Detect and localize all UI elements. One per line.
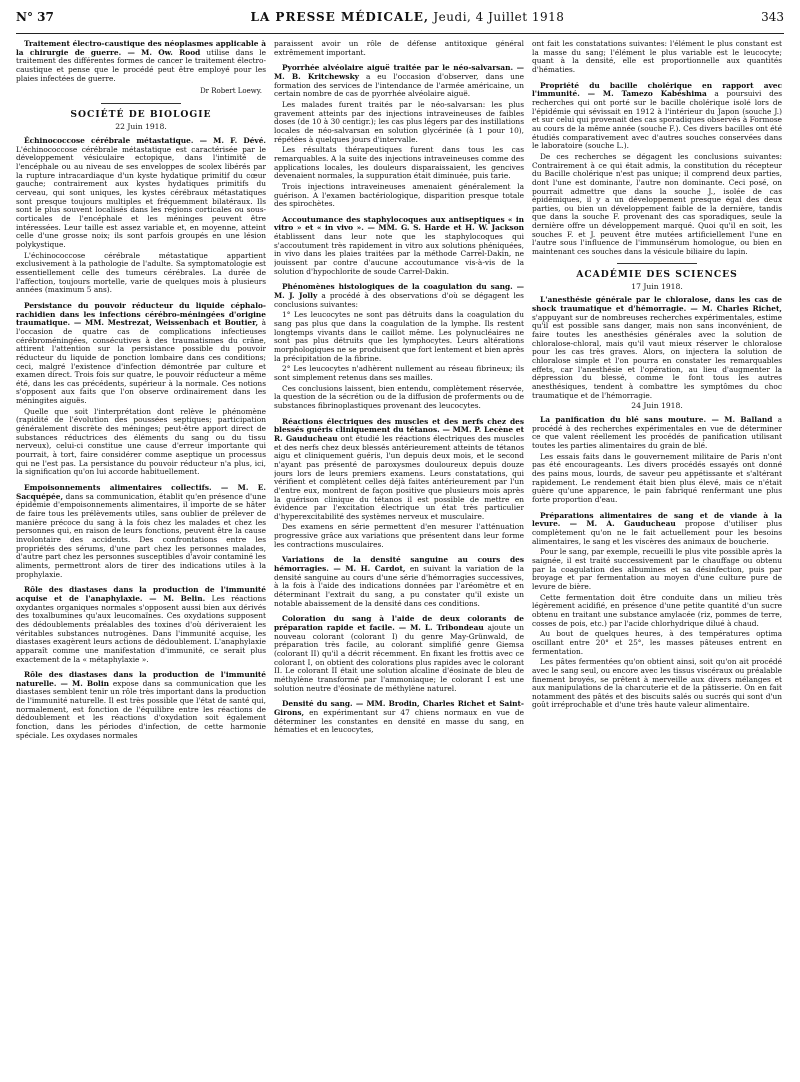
article-title: Réactions électriques des muscles et des nerfs chez des blessés guéris cliniquement du tétanos. — MM. P. Lecène et R. Gauducheau — [274, 416, 524, 443]
paragraph: Pour le sang, par exemple, recueilli le plus vite possible après la saignée, il est traité successivement par le chauffage ou obtenu par la coagulation des albumines et sa désinfection, puis par broyage et par fermentation au moyen d'une culture pure de levure de bière. — [532, 547, 782, 591]
column-2 — [274, 40, 524, 1076]
article-text: expose dans sa communication que les diastases semblent tenir un rôle très important dans la production de l'immunité naturelle. Il est très possible que l'état de santé qui, normalement, est fonction de l'équilibre entre les réactions de dédoublement et les réactions d'oxydation soit également fonction, dans les périodes d'infection, de cette harmonie spéciale. Les oxydases normales — [16, 678, 266, 740]
article-title: Préparations alimentaires de sang et de viande à la levure. — M. A. Gauducheau — [532, 510, 782, 529]
article-text: établissent dans leur note que les staphylocoques qui s'accoutument très rapidement in vitro aux solutions phéniquées, in vivo dans les plaies traitées par la méthode Carrel-Dakin, ne jouissent par contre d'aucune accoutumance vis-à-vis de la solution d'hypochlorite de soude Carrel-Dakin. — [274, 232, 524, 276]
issue-number: N° 37 — [16, 10, 54, 24]
section-date: 22 Juin 1918. — [115, 122, 167, 132]
article-title: Rôle des diastases dans la production de l'immunité acquise et de l'anaphylaxie. — M. Belin. — [16, 585, 266, 603]
paragraph: Les essais faits dans le gouvernement militaire de Paris n'ont pas été encourageants. Les divers procédés essayés ont donné des pains mous, lourds, de saveur peu appétissante et s'altérant rapidement. Le rendement était bien plus élevé, mais ce n'était guère qu'une apparence, le pain fabriqué renfermant une plus forte proportion d'eau. — [532, 451, 782, 505]
article-title: Pyorrhée alvéolaire aiguë traitée par le néo-salvarsan. — M. B. Kritchewsky — [274, 63, 524, 81]
issue-date: Jeudi, 4 Juillet 1918 — [433, 10, 565, 24]
signature: Dr Robert Loewy. — [200, 87, 262, 96]
paragraph — [274, 700, 524, 735]
divider — [617, 263, 697, 264]
article-text: a procédé à des recherches expérimentales en vue de déterminer ce que valent réellement les procédés de panification utilisant toutes les parties alimentaires du grain de blé. — [532, 415, 782, 451]
paragraph: Cette fermentation doit être conduite dans un milieu très légèrement acidifié, en présence d'une petite quantité d'un sucre obtenu en traitant une substance amylacée (riz, pommes de terre, cosses de pois, etc.) par l'acide chlorhydrique dilué à chaud. — [532, 592, 782, 628]
paragraph — [532, 416, 782, 451]
paragraph — [274, 64, 524, 99]
paragraph: Trois injections intraveineuses amenaient généralement la guérison. A l'examen bactériologique, disparition presque totale des spirochètes. — [274, 181, 524, 209]
paragraph: 1° Les leucocytes ne sont pas détruits dans la coagulation du sang pas plus que dans la coagulation de la lymphe. Ils restent longtemps vivants dans le caillot même. Les polynucléaires ne sont pas plus détruits que les lymphocytes. Leurs altérations morphologiques ne se produisent que fort lentement et bien après la précipitation de la fibrine. — [274, 310, 524, 363]
paragraph — [532, 82, 782, 151]
paragraph — [532, 512, 782, 547]
page-number: 343 — [761, 10, 784, 24]
article-text: L'échinococcose cérébrale métastatique est caractérisée par le développement vésiculaire ectopique, dans l'intimité de l'encéphale ou au niveau de ses enveloppes de scolex libérés par la rupture intracardiaque d'un kyste hydatique primitif du cœur gauche; contrairement aux kystes hydatiques primitifs du cerveau, qui sont uniques, les kystes cérébraux métastatiques sont presque toujours multiples et fréquemment bilatéraux. Ils sont le plus souvent localisés dans les régions corticales ou sous-corticales de l'encéphale et les méninges peuvent être intéressées. Leur taille est assez variable et, en moyenne, atteint celle d'une grosse noix; ils sont parfois groupés en une lésion polykystique. — [16, 144, 266, 249]
article-text: a poursuivi des recherches qui ont porté sur le bacille cholérique isolé lors de l'épidémie qui sévissait en 1912 à l'intérieur du Japon (souche J.) et sur celui qui provenait des cas sporadiques observés à Formose au cours de la même année (souche F.). Ces divers bacilles ont été étudiés comparativement avec d'autres souches conservées dans le laboratoire (souche L.). — [532, 89, 782, 151]
article-title: Propriété du bacille cholérique en rapport avec l'immunité. — M. Tamezo Kabéshima — [532, 80, 782, 99]
paragraph: 2° Les leucocytes n'adhèrent nullement au réseau fibrineux; ils sont simplement retenus dans ses mailles. — [274, 364, 524, 382]
paragraph — [16, 302, 266, 406]
article-title: Traitement électro-caustique des néoplasmes applicable à la chirurgie de guerre. — M. Ow. Rood — [16, 40, 266, 57]
paragraph: Des examens en série permettent d'en mesurer l'atténuation progressive grâce aux variations que présentent dans leur forme les contractions musculaires. — [274, 522, 524, 549]
section-heading: ACADÉMIE DES SCIENCES — [576, 268, 738, 280]
article-title: L'anesthésie générale par le chloralose, dans les cas de shock traumatique et d'hémorragie. — M. Charles Richet, — [532, 295, 782, 314]
article-text: ont étudié les réactions électriques des muscles et des nerfs chez deux blessés antérieurement atteints de tétanos aigu et cliniquement guéris, l'un depuis deux mois, et le second n'ayant pas présenté de paroxysmes douloureux depuis douze jours lors de leurs premiers examens. Leurs constatations, qui vérifient et complètent celles déjà faites antérieurement par l'un d'entre eux, montrent de façon positive que plusieurs mois après la guérison clinique du tétanos il est possible de mettre en évidence par l'excitation électrique un état très particulier d'hyperexcitabilité des systèmes nerveux et musculaire. — [274, 433, 524, 521]
paragraph — [274, 615, 524, 693]
article-text: Les réactions oxydantes organiques normales s'opposent aussi bien aux dérivés des toxalbumines qu'aux leucomaïnes. Ces oxydations supposent des dédoublements préalables des toxines d'où dériveraient les véritables substances nutrogènes. Dans l'immunité acquise, les diastases exagèrent leurs actions de dédoublement. L'anaphylaxie apparaît comme une manifestation d'immunité, ce serait plus exactement de la « métaphylaxie ». — [16, 593, 266, 664]
section-heading: SOCIÉTÉ DE BIOLOGIE — [70, 109, 212, 121]
article-title: Coloration du sang à l'aide de deux colorants de préparation rapide et facile. — M. L. Tribondeau — [274, 614, 524, 633]
article-title: Phénomènes histologiques de la coagulation du sang. — M. J. Jolly — [274, 282, 524, 301]
article-text: à l'occasion de quatre cas de complications infectieuses cérébroméningées, consécutives à des traumatismes du crâne, attirent l'attention sur la persistance possible du pouvoir réducteur du liquide de ponction lombaire dans ces conditions; ceci, malgré l'existence d'infection démontrée par culture et examen direct. Trois fois sur quatre, le pouvoir réducteur a même été, dans les cas précédents, supérieur à la normale. Ces notions s'opposent aux faits que l'on observe ordinairement dans les méningites aiguës. — [16, 318, 266, 406]
paragraph — [274, 216, 524, 277]
journal-title-line — [251, 10, 565, 24]
article-text: propose d'utiliser plus complètement qu'on ne le fait actuellement pour les besoins alimentaires, le sang et les viscères des animaux de boucherie. — [532, 519, 782, 546]
paragraph: Les malades furent traités par le néo-salvarsan: les plus gravement atteints par des injections intraveineuses de faibles doses (de 10 à 30 centigr.); les cas plus légers par des instillations locales de néo-salvarsan en solution glycérinée (à 1 pour 10), répétées à quelques jours d'intervalle. — [274, 99, 524, 144]
paragraph: Ces conclusions laissent, bien entendu, complètement réservée, la question de la sécrétion ou de la diffusion de proferments ou de substances fibrinoplastiques provenant des leucocytes. — [274, 383, 524, 410]
article-text: s'appuyant sur de nombreuses recherches expérimentales, estime qu'il est possible sans danger, mais non sans inconvénient, de faire toutes les anesthésies générales avec la solution de chloralose-chloral, mais qu'il vaut mieux réserver le chloralose pour les cas très graves. Alors, on injectera la solution de chloralose simple et l'on pourra en constater les remarquables effets, car l'anesthésie et l'opération, au lieu d'augmenter la dépression du blessé, comme le font tous les autres anesthésiques, tendent à combattre les symptômes du choc traumatique et de l'hémorragie. — [532, 312, 782, 400]
article-text: dans sa communication, établit qu'en présence d'une épidémie d'empoisonnements alimentaires, il importe de se hâter de faire tous les prélèvements utiles, sans oublier de prélever de manière précoce du sang à la fois chez les malades et chez les personnes qui, en raison de leurs fonctions, peuvent être la cause involontaire des accidents. Des confrontations entre les propriétés des sérums, d'une part chez les personnes malades, d'autre part chez les personnes susceptibles d'avoir contaminé les aliments, permettront alors de tirer des indications utiles à la prophylaxie. — [16, 491, 266, 579]
article-title: Persistance du pouvoir réducteur du liquide céphalo-rachidien dans les infections cérébro-méningées d'origine traumatique. — MM. Mestrezat, Weissenbach et Boutier, — [16, 300, 266, 328]
section-date: 24 Juin 1918. — [631, 401, 683, 411]
paragraph — [16, 484, 266, 579]
paragraph: Quelle que soit l'interprétation dont relève le phénomène (rapidité de l'évolution des poussées septiques; participation généralement discrète des méninges; peut-être apport direct de substances réductrices des éléments du sang ou du tissu nerveux), celui-ci constitue une cause d'erreur importante qui pourrait, à tort, faire considérer comme aseptique un processus qui ne l'est pas. La persistance du pouvoir réducteur n'a plus, ici, la signification qu'on lui accorde habituellement. — [16, 406, 266, 477]
article-title: Empoisonnements alimentaires collectifs. — M. E. Sacquépée, — [16, 483, 266, 501]
journal-name: LA PRESSE MÉDICALE, — [250, 10, 430, 24]
article-title: Variations de la densité sanguine au cours des hémorragies. — M. H. Cardot, — [274, 555, 524, 574]
article-text: a procédé à des observations d'où se dégagent les conclusions suivantes: — [274, 291, 524, 309]
paragraph: Les résultats thérapeutiques furent dans tous les cas remarquables. A la suite des injections intraveineuses comme des applications locales, les douleurs disparaissaient, les gencives devenaient normales, la suppuration était diminuée, puis tarie. — [274, 145, 524, 181]
article-text: a eu l'occasion d'observer, dans une formation des services de l'intendance de l'armée américaine, un certain nombre de cas de pyorrhée alvéolaire aiguë. — [274, 71, 524, 99]
article-title: Rôle des diastases dans la production de l'immunité naturelle. — M. Bolin — [16, 670, 266, 688]
paragraph — [16, 671, 266, 740]
paragraph: Au bout de quelques heures, à des températures optima oscillant entre 20° et 25°, les masses pâteuses entrent en fermentation. — [532, 629, 782, 656]
paragraph — [532, 296, 782, 400]
paragraph: De ces recherches se dégagent les conclusions suivantes: Contrairement à ce qui était admis, la constitution du récepteur du Bacille cholérique n'est pas unique; il comprend deux parties, dont l'une est dominante, l'autre non dominante. Ceci posé, on pourrait admettre que dans la souche J., isolée de cas épidémiques, il y a un développement presque égal des deux parties, ou bien un développement faible de la dernière, tandis que dans la souche F. provenant des cas sporadiques, seule la dernière offre un développement marqué. Quoi qu'il en soit, les souches F. et J. peuvent être mutées artificiellement l'une en l'autre sous l'influence de l'immunsérum homologue, ou bien en maintenant ces souches dans la vésicule biliaire du lapin. — [532, 151, 782, 257]
column-1 — [16, 40, 266, 1076]
paragraph: L'échinococcose cérébrale métastatique appartient exclusivement à la pathologie de l'adulte. Sa symptomatologie est essentiellement celle des tumeurs cérébrales. La durée de l'affection, toujours mortelle, varie de quelques mois à plusieurs années (maximum 5 ans). — [16, 250, 266, 295]
article-text: ajoute un nouveau colorant (colorant I) du genre May-Grünwald, de préparation très facile, au colorant simplifié genre Giemsa (colorant II) qu'il a décrit récemment. En fixant les frottis avec ce colorant I, on obtient des colorations plus rapides avec le colorant II. Le colorant II était une solution alcaline d'éosinate de bleu de méthylène transformé par l'ammoniaque; le colorant I est une solution neutre d'éosinate de méthylène naturel. — [274, 623, 524, 693]
paragraph — [16, 586, 266, 664]
paragraph: Les pâtes fermentées qu'on obtient ainsi, soit qu'on ait procédé avec le sang seul, ou encore avec les tissus viscéraux ou préalable finement broyés, se prêtent à merveille aux divers mélanges et aux manipulations de la charcuterie et de la pâtisserie. On en fait notamment des pâtés et des biscuits salés ou sucrés qui sont d'un goût irréprochable et d'une très haute valeur alimentaire. — [532, 657, 782, 710]
paragraph — [16, 40, 266, 83]
paragraph: ont fait les constatations suivantes: l'élément le plus constant est la masse du sang; l'élément le plus variable est le leucocyte; quant à la densité, elle est proportionnelle aux quantités d'hématies. — [532, 40, 782, 74]
column-3 — [532, 40, 782, 1076]
article-text: en expérimentant sur 47 chiens normaux en vue de déterminer les constantes en densité en masse du sang, en hématies et en leucocytes, — [274, 707, 524, 735]
paragraph — [274, 556, 524, 608]
article-text: utilise dans le traitement des différentes formes de cancer le traitement électro-caustique et pense que le procédé peut être employé pour les plaies infectées de guerre. — [16, 47, 266, 83]
text-columns — [16, 40, 784, 1076]
section-date: 17 Juin 1918. — [631, 281, 683, 291]
page-header — [16, 10, 784, 34]
paragraph: paraissent avoir un rôle de défense antitoxique général extrêmement important. — [274, 40, 524, 57]
paragraph — [274, 418, 524, 522]
article-title: Accoutumance des staphylocoques aux antiseptiques « in vitro » et « in vivo ». — MM. G. S. Harde et H. W. Jackson — [274, 214, 524, 233]
article-text: en suivant la variation de la densité sanguine au cours d'une série d'hémorragies successives, à la fois à l'aide des indications données par l'aréomètre et en déterminant l'extrait du sang, a pu constater qu'il existe un notable abaissement de la densité dans ces conditions. — [274, 564, 524, 608]
article-title: Densité du sang. — MM. Brodin, Charles Richet et Saint-Girons, — [274, 699, 524, 717]
paragraph — [16, 137, 266, 250]
divider — [101, 103, 181, 104]
paragraph — [274, 283, 524, 309]
article-title: La panification du blé sans mouture. — M. Balland — [540, 415, 773, 425]
article-title: Échinococcose cérébrale métastatique. — M. F. Dévé. — [24, 136, 266, 146]
